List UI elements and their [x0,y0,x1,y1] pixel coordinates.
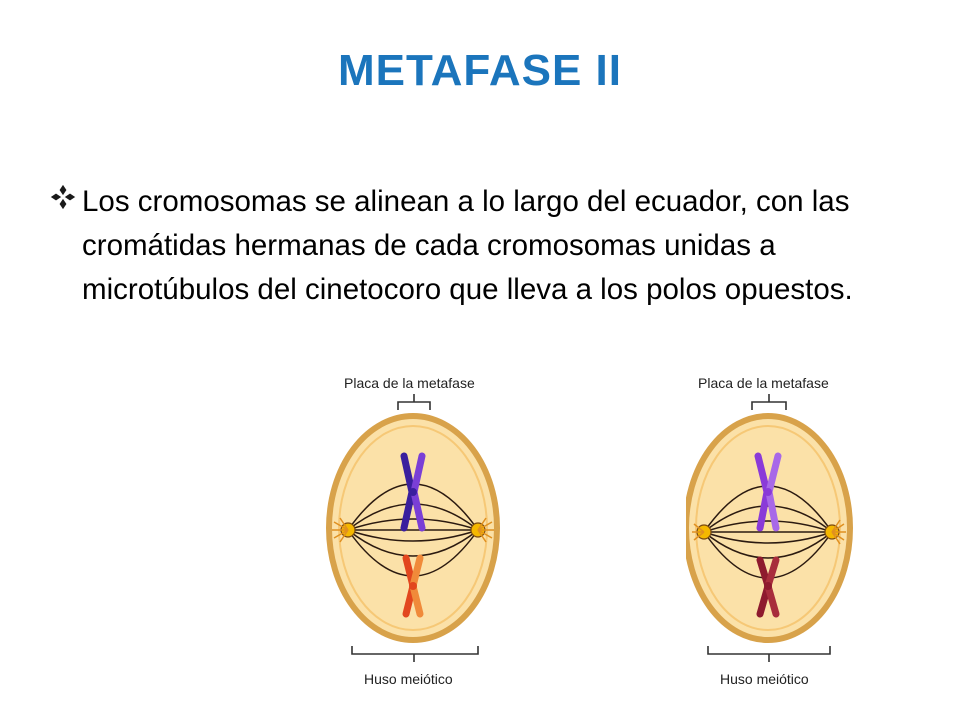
four-diamond-bullet-icon [48,182,78,212]
metaphase-plate-bracket [398,394,430,410]
metaphase-cell-figure-2 [686,368,896,698]
metaphase-plate-bracket [752,394,786,410]
slide-title: METAFASE II [338,46,622,95]
metaphase-plate-label: Placa de la metafase [698,375,829,391]
metaphase-cell-figure-1 [318,368,528,698]
bullet-text: Los cromosomas se alinean a lo largo del ecuador, con las cromátidas hermanas de cada cromosomas unidas a microtúbulos del cinetocoro que lleva a los polos opuestos. [82,185,853,306]
spindle-bracket [352,646,478,662]
bullet-item [48,180,928,312]
spindle-bracket [708,646,830,662]
metaphase-plate-label: Placa de la metafase [344,375,475,391]
meiotic-spindle-label: Huso meiótico [720,671,809,687]
cell-membrane [686,416,850,640]
meiotic-spindle-label: Huso meiótico [364,671,453,687]
